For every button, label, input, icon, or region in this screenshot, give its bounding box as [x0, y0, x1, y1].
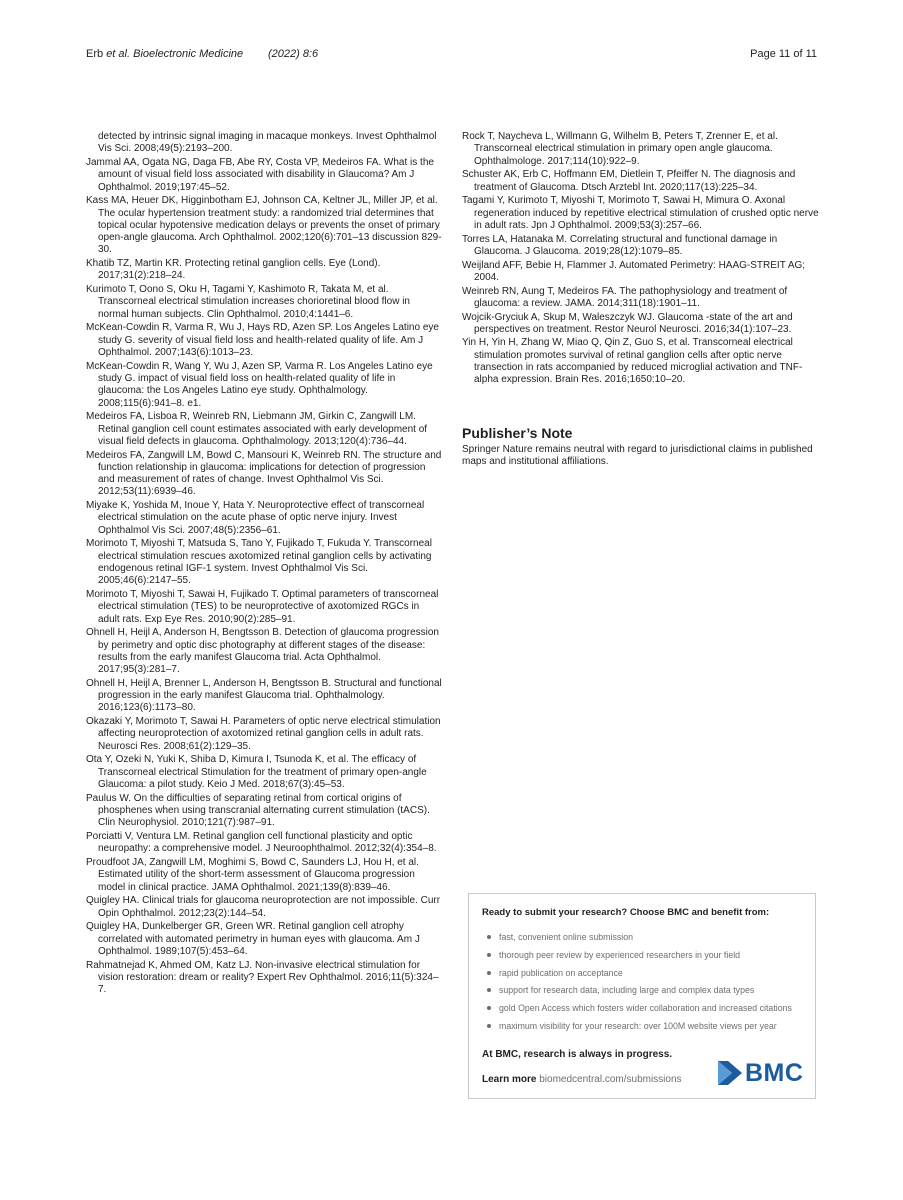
reference-item: Medeiros FA, Lisboa R, Weinreb RN, Liebmann JM, Girkin C, Zangwill LM. Retinal ganglion cell count estimates associated with early development of visual field defects in glaucoma. Ophthalmology. 2013;120(4):736–44.: [86, 411, 428, 447]
bmc-benefit-text: gold Open Access which fosters wider collaboration and increased citations: [499, 1003, 792, 1014]
reference-item: McKean-Cowdin R, Varma R, Wu J, Hays RD, Azen SP. Los Angeles Latino eye study G. severity of visual field loss and health-related quality of life. Am J Ophthalmol. 2007;143(6):1013–23.: [86, 322, 439, 358]
bullet-icon: [487, 1024, 491, 1028]
reference-item: Wojcik-Gryciuk A, Skup M, Waleszczyk WJ. Glaucoma -state of the art and perspectives on treatment. Restor Neurol Neurosci. 2016;34(1):107–23.: [462, 311, 793, 335]
bullet-icon: [487, 1006, 491, 1010]
reference-item: Morimoto T, Miyoshi T, Matsuda S, Tano Y, Fujikado T, Fukuda Y. Transcorneal electrical stimulation rescues axotomized retinal ganglion cells by activating endogenous retinal IGF-1 system. Invest Ophthalmol Vis Sci. 2005;46(6):2147–55.: [86, 538, 432, 587]
reference-item: Tagami Y, Kurimoto T, Miyoshi T, Morimoto T, Sawai H, Mimura O. Axonal regeneration induced by repetitive electrical stimulation of crushed optic nerve in adult rats. Jpn J Ophthalmol. 2009;53(3):257–66.: [462, 195, 819, 231]
bmc-benefit-item: [487, 949, 792, 967]
reference-item: Quigley HA. Clinical trials for glaucoma neuroprotection are not impossible. Curr Opin Ophthalmol. 2012;23(2):144–54.: [86, 895, 441, 919]
reference-item: Miyake K, Yoshida M, Inoue Y, Hata Y. Neuroprotective effect of transcorneal electrical stimulation on the acute phase of optic nerve injury. Invest Ophthalmol Vis Sci. 2007;48(5):2356–61.: [86, 500, 425, 536]
bullet-icon: [487, 953, 491, 957]
reference-item: Rahmatnejad K, Ahmed OM, Katz LJ. Non-invasive electrical stimulation for vision restoration: dream or reality? Expert Rev Ophthalmol. 2016;11(5):324–7.: [86, 959, 439, 996]
page-number: Page 11 of 11: [750, 48, 817, 60]
bmc-benefit-item: [487, 984, 792, 1002]
bmc-tagline: At BMC, research is always in progress.: [482, 1049, 673, 1060]
reference-item: Medeiros FA, Zangwill LM, Bowd C, Mansouri K, Weinreb RN. The structure and function relationship in glaucoma: implications for detection of progression and measurement of rates of change. Invest Ophthalmol Vis Sci. 2012;53(11):6939–46.: [86, 449, 442, 498]
reference-item: Proudfoot JA, Zangwill LM, Moghimi S, Bowd C, Saunders LJ, Hou H, et al. Estimated utility of the short-term assessment of Glaucoma progression model in clinical practice. JAMA Ophthalmol. 2021;139(8):839–46.: [86, 856, 419, 893]
reference-item: Weijland AFF, Bebie H, Flammer J. Automated Perimetry: HAAG-STREIT AG; 2004.: [462, 259, 806, 283]
bullet-icon: [487, 935, 491, 939]
reference-item: Okazaki Y, Morimoto T, Sawai H. Parameters of optic nerve electrical stimulation affecting neuroprotection of axotomized retinal ganglion cells in adult rats. Neurosci Res. 2008;61(2):129–35.: [86, 716, 441, 752]
reference-item: McKean-Cowdin R, Wang Y, Wu J, Azen SP, Varma R. Los Angeles Latino eye study G. impact of visual field loss on health-related quality of life in glaucoma: the Los Angeles Latino eye study. Ophthalmology. 2008;115(6):941–8. e1.: [86, 360, 433, 409]
bmc-benefits-list: [487, 931, 792, 1038]
reference-item: Jammal AA, Ogata NG, Daga FB, Abe RY, Costa VP, Medeiros FA. What is the amount of visual field loss associated with disability in Glaucoma? Am J Ophthalmol. 2019;197:45–52.: [86, 156, 434, 193]
et-al: et al.: [106, 48, 131, 60]
bmc-benefit-text: thorough peer review by experienced researchers in your field: [499, 949, 741, 960]
bmc-learn-more[interactable]: [482, 1074, 682, 1085]
reference-item: Kurimoto T, Oono S, Oku H, Tagami Y, Kashimoto R, Takata M, et al. Transcorneal electrical stimulation increases chorioretinal blood flow in normal human subjects. Clin Ophthalmol. 2010;4:1441–6.: [86, 284, 410, 320]
bmc-benefit-item: [487, 931, 792, 949]
publishers-note-heading: Publisher’s Note: [462, 425, 573, 441]
references-right-column: [462, 131, 820, 388]
journal-citation: Erb et al. Bioelectronic Medicine: [86, 48, 244, 60]
references-left-column: [86, 131, 442, 998]
bmc-logo-mark-icon: [718, 1061, 744, 1085]
learn-more-label: Learn more: [482, 1074, 537, 1085]
bmc-benefit-item: [487, 1002, 792, 1020]
bmc-logo-text: BMC: [745, 1059, 804, 1087]
publishers-note-text: Springer Nature remains neutral with regard to jurisdictional claims in published maps and institutional affiliations.: [462, 444, 813, 468]
bmc-advert-title: Ready to submit your research? Choose BMC and benefit from:: [482, 907, 770, 918]
reference-item: Kass MA, Heuer DK, Higginbotham EJ, Johnson CA, Keltner JL, Miller JP, et al. The ocular hypertension treatment study: a randomized trial determines that topical ocular hypotensive medication delays or prevents the onset of primary open-angle glaucoma. Arch Ophthalmol. 2002;120(6):701–13 discussion 829-30.: [86, 195, 442, 256]
bmc-benefit-item: [487, 1020, 792, 1038]
bmc-benefit-text: maximum visibility for your research: over 100M website views per year: [499, 1020, 777, 1031]
bmc-benefit-item: [487, 967, 792, 985]
reference-item: Porciatti V, Ventura LM. Retinal ganglion cell functional plasticity and optic neuropathy: a comprehensive model. J Neuroophthalmol. 2012;32(4):354–8.: [86, 830, 437, 855]
reference-item: Weinreb RN, Aung T, Medeiros FA. The pathophysiology and treatment of glaucoma: a review. JAMA. 2014;311(18):1901–11.: [462, 285, 788, 309]
reference-item: Rock T, Naycheva L, Willmann G, Wilhelm B, Peters T, Zrenner E, et al. Transcorneal electrical stimulation in primary open angle glaucoma. Ophthalmologe. 2017;114(10):922–9.: [462, 131, 778, 167]
year-volume: (2022) 8:6: [268, 48, 319, 60]
bmc-benefit-text: fast, convenient online submission: [499, 932, 633, 942]
reference-item: Schuster AK, Erb C, Hoffmann EM, Dietlein T, Pfeiffer N. The diagnosis and treatment of Glaucoma. Dtsch Arztebl Int. 2020;117(13):225–34.: [462, 169, 796, 193]
bmc-advert-box: [468, 893, 816, 1099]
reference-item: Ota Y, Ozeki N, Yuki K, Shiba D, Kimura I, Tsunoda K, et al. The efficacy of Transcorneal electrical Stimulation for the treatment of primary open-angle Glaucoma: a pilot study. Keio J Med. 2018;67(3):45–53.: [86, 754, 427, 790]
reference-item: Quigley HA, Dunkelberger GR, Green WR. Retinal ganglion cell atrophy correlated with automated perimetry in human eyes with glaucoma. Am J Ophthalmol. 1989;107(5):453–64.: [86, 921, 420, 957]
reference-item: Ohnell H, Heijl A, Brenner L, Anderson H, Bengtsson B. Structural and functional progression in the early manifest Glaucoma trial. Ophthalmology. 2016;123(6):1173–80.: [86, 677, 442, 714]
reference-item: Paulus W. On the difficulties of separating retinal from cortical origins of phosphenes when using transcranial alternating current stimulation (tACS). Clin Neurophysiol. 2010;121(7):987–91.: [86, 792, 430, 829]
bmc-benefit-text: rapid publication on acceptance: [499, 967, 623, 978]
reference-item: Khatib TZ, Martin KR. Protecting retinal ganglion cells. Eye (Lond). 2017;31(2):218–24.: [86, 258, 381, 282]
journal-name: Bioelectronic Medicine: [130, 48, 244, 60]
bmc-benefit-text: support for research data, including large and complex data types: [499, 985, 755, 996]
reference-item: Yin H, Yin H, Zhang W, Miao Q, Qin Z, Guo S, et al. Transcorneal electrical stimulation promotes survival of retinal ganglion cells after optic nerve transection in rats accompanied by reduced microglial activation and TNF-alpha expression. Brain Res. 2016;1650:10–20.: [462, 337, 803, 386]
publishers-note: [462, 425, 820, 469]
reference-item: detected by intrinsic signal imaging in macaque monkeys. Invest Ophthalmol Vis Sci. 2008;49(5):2193–200.: [98, 131, 437, 155]
bmc-logo: [718, 1061, 806, 1085]
learn-more-link[interactable]: biomedcentral.com/submissions: [539, 1074, 682, 1085]
reference-item: Torres LA, Hatanaka M. Correlating structural and functional damage in Glaucoma. J Glaucoma. 2019;28(12):1079–85.: [462, 233, 778, 257]
bullet-icon: [487, 971, 491, 975]
bullet-icon: [487, 988, 491, 992]
reference-item: Morimoto T, Miyoshi T, Sawai H, Fujikado T. Optimal parameters of transcorneal electrical stimulation (TES) to be neuroprotective of axotomized RGCs in adult rats. Exp Eye Res. 2010;90(2):285–91.: [86, 588, 439, 625]
page-header: [86, 48, 817, 64]
reference-item: Ohnell H, Heijl A, Anderson H, Bengtsson B. Detection of glaucoma progression by perimetry and optic disc photography at different stages of the disease: results from the early manifest Glaucoma trial. Acta Ophthalmol. 2017;95(3):281–7.: [86, 627, 439, 676]
